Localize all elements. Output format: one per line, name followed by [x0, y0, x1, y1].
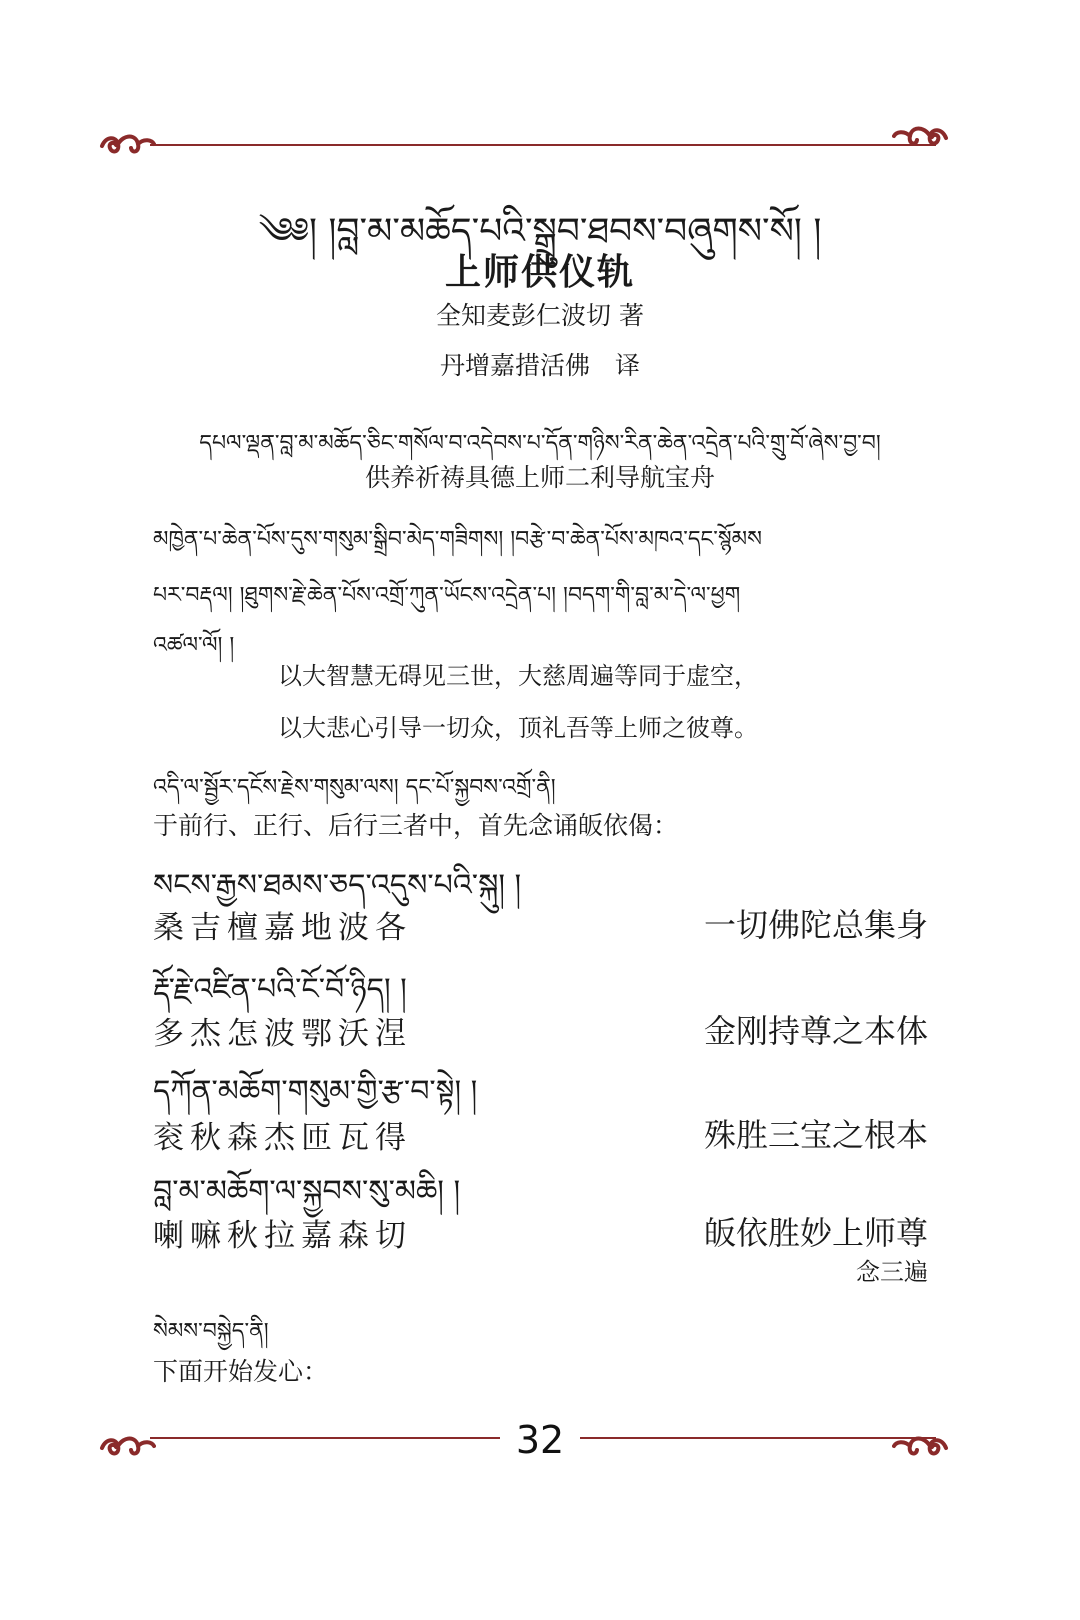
- translator-line: 丹增嘉措活佛 译: [439, 351, 640, 380]
- page-number: 32: [500, 1418, 580, 1462]
- homage-tibetan-line: པར་བརྡལ། །ཐུགས་རྗེ་ཆེན་པོས་འགྲོ་ཀུན་ཡོངས་འདྲེན་པ། །བདག་གི་བླ་མ་དེ་ལ་ཕྱག: [153, 583, 741, 608]
- section-heading-tibetan: སེམས་བསྐྱེད་ནི།: [153, 1319, 269, 1344]
- verse-phonetic: 多杰怎波鄂沃涅: [153, 1016, 412, 1052]
- tibetan-subtitle: དཔལ་ལྡན་བླ་མ་མཆོད་ཅིང་གསོལ་བ་འདེབས་པ་དོན་གཉིས་རིན་ཆེན་འདྲེན་པའི་གྲུ་བོ་ཞེས་བྱ་བ།: [199, 431, 881, 456]
- verse-phonetic: 喇嘛秋拉嘉森切: [153, 1218, 412, 1254]
- tibetan-title: ༄༅། །བླ་མ་མཆོད་པའི་སྒྲུབ་ཐབས་བཞུགས་སོ། །: [258, 211, 822, 252]
- page-title: 上师供仪轨: [444, 251, 635, 293]
- verse-tibetan: སངས་རྒྱས་ཐམས་ཅད་འདུས་པའི་སྐུ། །: [153, 868, 522, 903]
- homage-chinese-line: 以大悲心引导一切众，顶礼吾等上师之彼尊。: [278, 714, 758, 742]
- verse-phonetic: 衮秋森杰匝瓦得: [153, 1120, 412, 1156]
- cloud-ornament-icon: [892, 120, 950, 150]
- section-heading-tibetan: འདི་ལ་སྦྱོར་དངོས་རྗེས་གསུམ་ལས། དང་པོ་སྐྱབས་འགྲོ་ནི།: [153, 775, 556, 800]
- section-heading-chinese: 于前行、正行、后行三者中，首先念诵皈依偈：: [153, 811, 679, 840]
- author-line: 全知麦彭仁波切 著: [436, 301, 644, 330]
- verse-meaning: 皈依胜妙上师尊: [703, 1214, 928, 1252]
- top-divider: [150, 144, 936, 146]
- verse-tibetan: དཀོན་མཆོག་གསུམ་གྱི་རྩ་བ་སྟེ། །: [153, 1074, 478, 1109]
- verse-meaning: 一切佛陀总集身: [703, 906, 928, 944]
- verse-tibetan: བླ་མ་མཆོག་ལ་སྐྱབས་སུ་མཆི། །: [153, 1174, 461, 1209]
- cloud-ornament-icon: [98, 1430, 156, 1460]
- homage-chinese-line: 以大智慧无碍见三世，大慈周遍等同于虚空，: [278, 662, 758, 690]
- verse-meaning: 金刚持尊之本体: [703, 1012, 928, 1050]
- section-heading-chinese: 下面开始发心：: [153, 1357, 329, 1386]
- homage-tibetan-line: མཁྱེན་པ་ཆེན་པོས་དུས་གསུམ་སྒྲིབ་མེད་གཟིགས། །བརྩེ་བ་ཆེན་པོས་མཁའ་དང་སྙོམས: [153, 527, 762, 552]
- repeat-note: 念三遍: [856, 1258, 928, 1286]
- verse-meaning: 殊胜三宝之根本: [703, 1116, 928, 1154]
- cloud-ornament-icon: [892, 1430, 950, 1460]
- cloud-ornament-icon: [98, 128, 156, 158]
- homage-tibetan-line: འཚལ་ལོ། །: [153, 633, 235, 658]
- chinese-subtitle: 供养祈祷具德上师二利导航宝舟: [364, 463, 715, 492]
- verse-phonetic: 桑吉檀嘉地波各: [153, 910, 412, 946]
- verse-tibetan: རྡོ་རྗེ་འཛིན་པའི་ངོ་བོ་ཉིད། །: [153, 972, 407, 1007]
